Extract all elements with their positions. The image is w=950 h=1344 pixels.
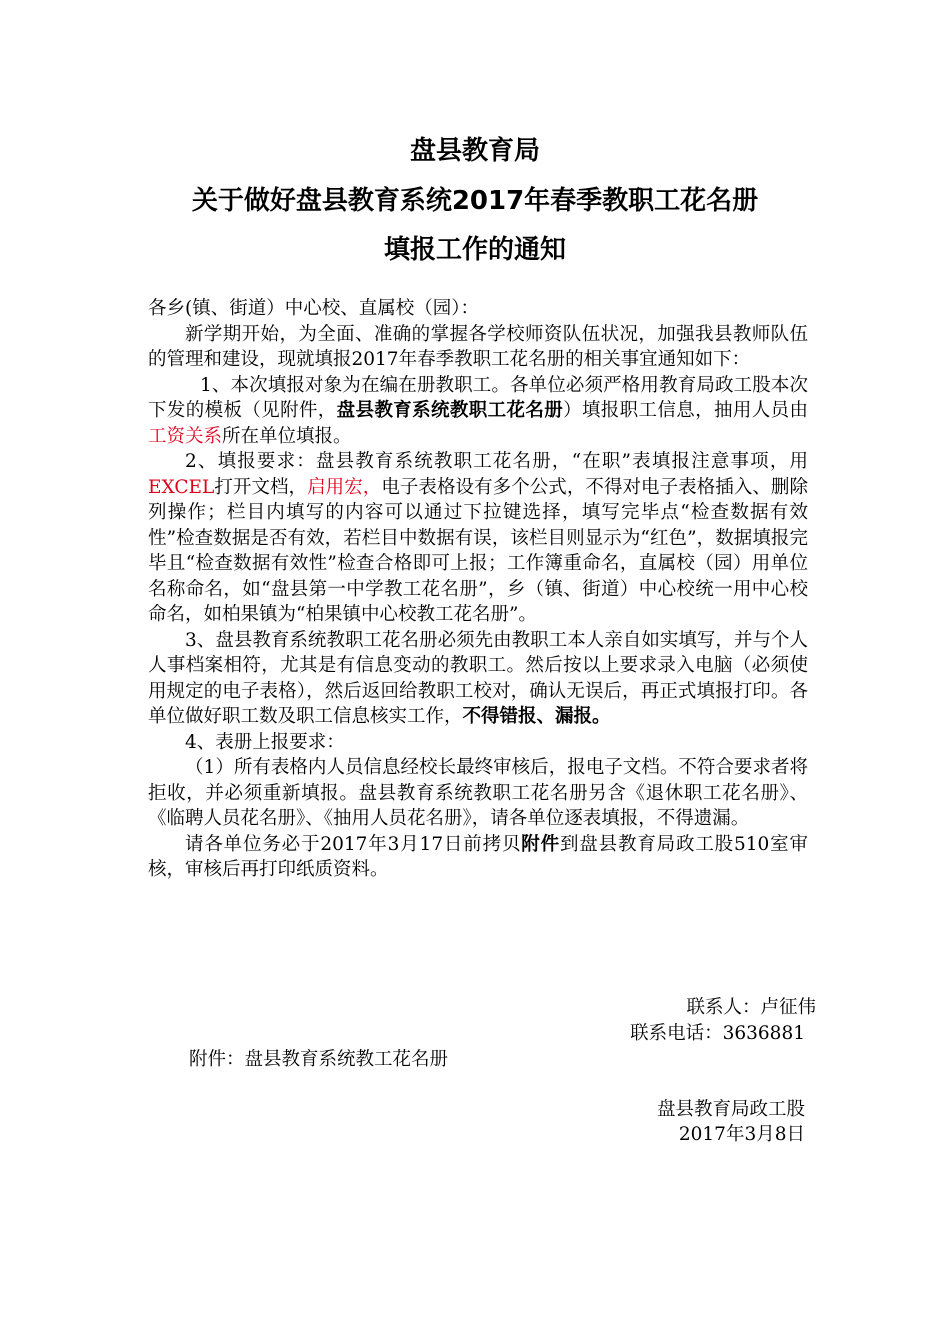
contact-person: 联系人：卢征伟 — [686, 997, 816, 1018]
salutation: 各乡(镇、街道）中心校、直属校（园）： — [148, 298, 479, 319]
signature-org: 盘县教育局政工股 — [656, 1099, 805, 1120]
notice-body — [148, 296, 808, 883]
item-2-paragraph — [148, 449, 808, 628]
item-1-paragraph — [148, 373, 808, 450]
item-1-text-c: 所在单位填报。 — [222, 425, 352, 447]
deadline-paragraph — [148, 832, 808, 883]
item-2-text-b: 打开文档， — [214, 476, 308, 498]
item-1-text-b: ）填报职工信息，抽用人员由 — [563, 400, 808, 421]
item-2-enable-macro: 启用宏， — [307, 476, 382, 498]
contact-phone: 联系电话：3636881 — [630, 1023, 805, 1044]
item-1-text-a: 1、本次填报对象为在编在册教职工。各单位必须严格用教育局政工股本次下发的模板（见附件， — [148, 374, 808, 421]
title-line-3: 填报工作的通知 — [383, 235, 566, 265]
item-4-sub-1: （1）所有表格内人员信息经校长最终审核后，报电子文档。不符合要求者将拒收，并必须重新填报。盘县教育系统教职工花名册另含《退休职工花名册》、《临聘人员花名册》、《抽用人员花名册》，请各单位逐表填报，不得遗漏。 — [148, 757, 808, 829]
item-2-text-a: 2、填报要求：盘县教育系统教职工花名册，“在职”表填报注意事项，用 — [185, 451, 808, 472]
item-3-warning: 不得错报、漏报。 — [462, 706, 611, 727]
deadline-attachment: 附件 — [521, 833, 560, 855]
signature-date: 2017年3月8日 — [678, 1124, 805, 1145]
title-line-2: 关于做好盘县教育系统2017年春季教职工花名册 — [191, 186, 759, 216]
item-1-salary-relation: 工资关系 — [148, 425, 223, 447]
item-4-title: 4、表册上报要求： — [185, 731, 345, 753]
item-2-excel: EXCEL — [148, 476, 215, 498]
intro-paragraph: 新学期开始，为全面、准确的掌握各学校师资队伍状况，加强我县教师队伍的管理和建设，现就填报2017年春季教职工花名册的相关事宜通知如下： — [148, 323, 808, 370]
item-3-text-a: 3、盘县教育系统教职工花名册必须先由教职工本人亲自如实填写，并与个人人事档案相符，尤其是有信息变动的教职工。然后按以上要求录入电脑（必须使用规定的电子表格），然后返回给教职工校对，确认无误后，再正式填报打印。各单位做好职工数及职工信息核实工作， — [148, 629, 808, 727]
deadline-text-b: 到盘县教育局政工股510室审核，审核后再打印纸质资料。 — [148, 833, 808, 880]
deadline-text-a: 请各单位务必于2017年3月17日前拷贝 — [185, 833, 522, 855]
item-2-text-c: 电子表格设有多个公式，不得对电子表格插入、删除列操作；栏目内填写的内容可以通过下拉键选择，填写完毕点“检查数据有效性”检查数据是否有效，若栏目中数据有误，该栏目则显示为“红色”，数据填报完毕且“检查数据有效性”检查合格即可上报；工作簿重命名，直属校（园）用单位名称命名，如“盘县第一中学教工花名册”，乡（镇、街道）中心校统一用中心校命名，如柏果镇为“柏果镇中心校教工花名册”。 — [148, 476, 808, 625]
item-1-template-name: 盘县教育系统教职工花名册 — [336, 400, 564, 421]
attachment-line: 附件：盘县教育系统教工花名册 — [189, 1049, 449, 1070]
title-line-1: 盘县教育局 — [409, 136, 540, 166]
item-3-paragraph — [148, 628, 808, 730]
